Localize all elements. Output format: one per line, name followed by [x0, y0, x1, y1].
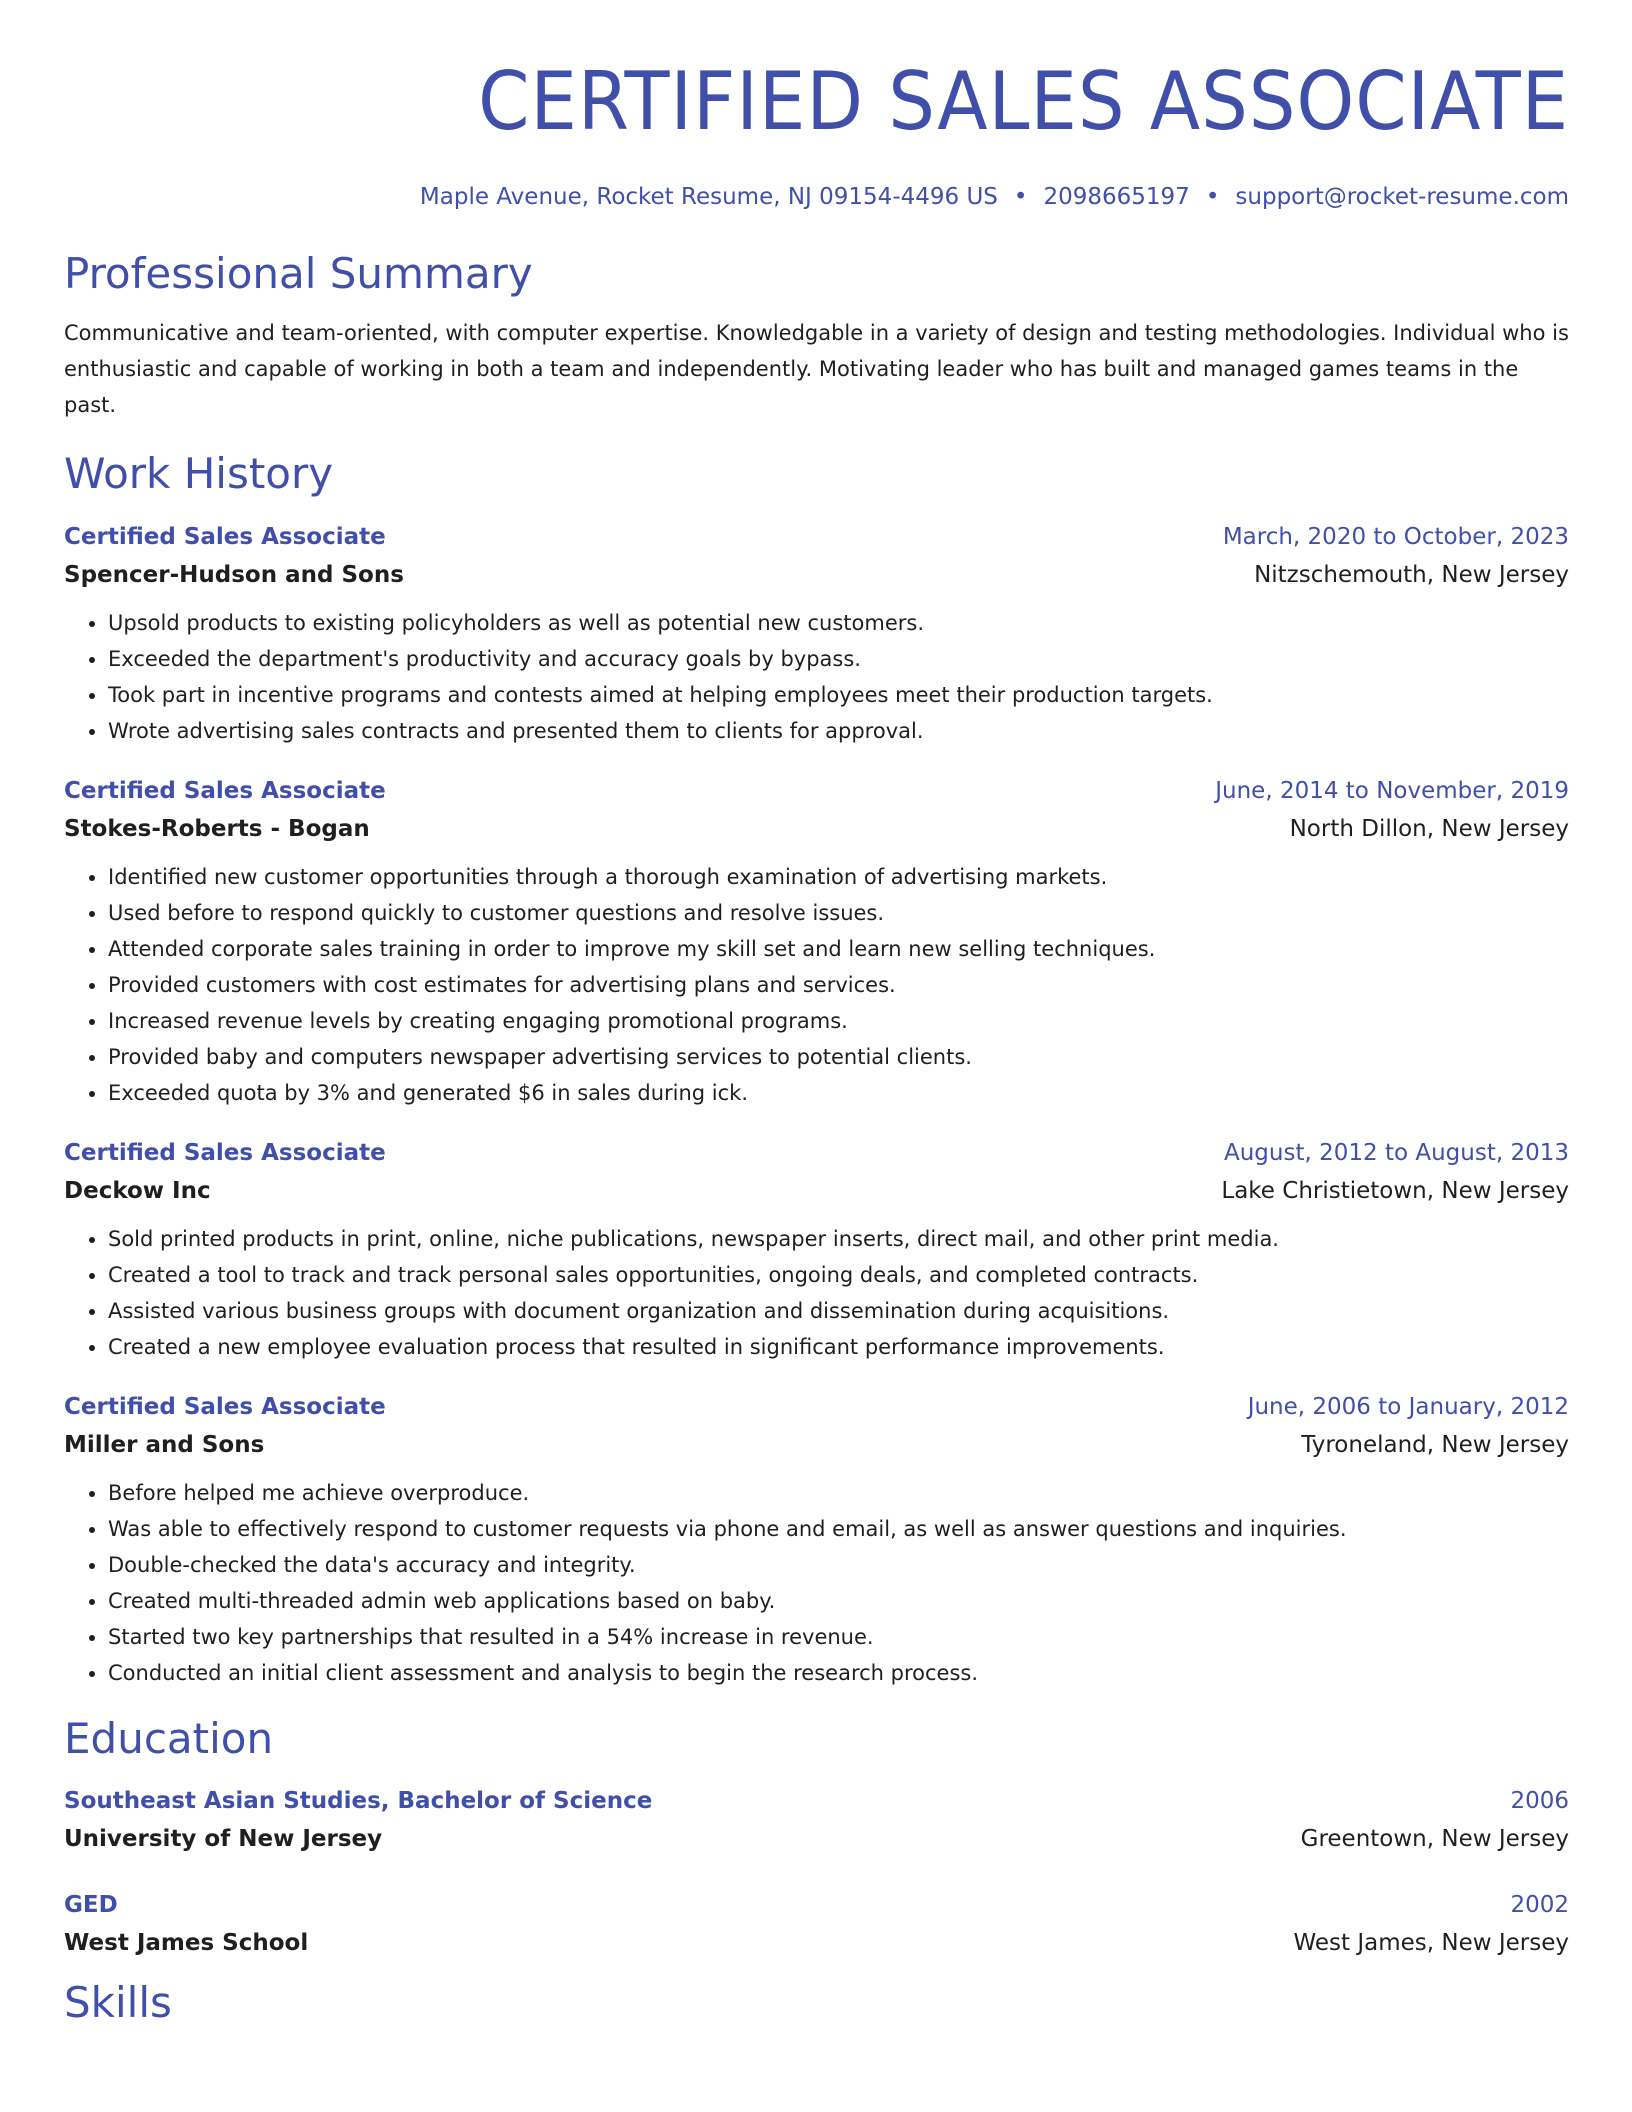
job-company: Deckow Inc	[64, 1178, 211, 1204]
job-bullet: • Provided baby and computers newspaper advertising services to potential clients.	[108, 1039, 1569, 1075]
work-history-heading: Work History	[64, 449, 334, 498]
job-entry	[64, 521, 1569, 749]
job-bullet: • Created multi-threaded admin web applications based on baby.	[108, 1583, 1569, 1619]
job-bullet: • Wrote advertising sales contracts and presented them to clients for approval.	[108, 713, 1569, 749]
education-school: University of New Jersey	[64, 1826, 383, 1852]
contact-separator: •	[1205, 184, 1220, 210]
job-dates: August, 2012 to August, 2013	[1224, 1140, 1569, 1166]
contact-phone: 2098665197	[1043, 184, 1190, 210]
education-entry	[64, 1889, 1569, 1959]
contact-separator: •	[1013, 184, 1028, 210]
education-location: West James, New Jersey	[1293, 1930, 1569, 1956]
education-year: 2002	[1510, 1892, 1569, 1918]
job-bullet: • Used before to respond quickly to customer questions and resolve issues.	[108, 895, 1569, 931]
job-entry	[64, 1391, 1569, 1691]
contact-address: Maple Avenue, Rocket Resume, NJ 09154-4496 US	[419, 184, 998, 210]
candidate-name: CERTIFIED SALES ASSOCIATE	[478, 55, 1569, 148]
job-bullet: • Conducted an initial client assessment and analysis to begin the research process.	[108, 1655, 1569, 1691]
job-bullet: • Took part in incentive programs and contests aimed at helping employees meet their production targets.	[108, 677, 1569, 713]
job-dates: June, 2014 to November, 2019	[1215, 778, 1569, 804]
contact-email: support@rocket-resume.com	[1235, 184, 1569, 210]
job-bullet: • Created a new employee evaluation process that resulted in significant performance improvements.	[108, 1329, 1569, 1365]
job-bullet: • Exceeded quota by 3% and generated $6 in sales during ick.	[108, 1075, 1569, 1111]
job-bullet: • Was able to effectively respond to customer requests via phone and email, as well as answer questions and inquiries.	[108, 1511, 1569, 1547]
job-location: Lake Christietown, New Jersey	[1221, 1178, 1569, 1204]
skills-heading: Skills	[64, 1978, 172, 2027]
education-heading: Education	[64, 1714, 274, 1763]
job-dates: June, 2006 to January, 2012	[1247, 1394, 1569, 1420]
job-bullet: • Increased revenue levels by creating engaging promotional programs.	[108, 1003, 1569, 1039]
job-company: Stokes-Roberts - Bogan	[64, 816, 370, 842]
education-degree: Southeast Asian Studies, Bachelor of Science	[64, 1788, 653, 1814]
job-bullet: • Attended corporate sales training in order to improve my skill set and learn new selling techniques.	[108, 931, 1569, 967]
job-bullet: • Provided customers with cost estimates for advertising plans and services.	[108, 967, 1569, 1003]
job-bullet: • Created a tool to track and track personal sales opportunities, ongoing deals, and completed contracts.	[108, 1257, 1569, 1293]
job-title: Certified Sales Associate	[64, 778, 386, 804]
job-title: Certified Sales Associate	[64, 524, 386, 550]
job-bullet: • Double-checked the data's accuracy and integrity.	[108, 1547, 1569, 1583]
job-dates: March, 2020 to October, 2023	[1222, 524, 1569, 550]
job-bullet: • Assisted various business groups with document organization and dissemination during acquisitions.	[108, 1293, 1569, 1329]
summary-text: Communicative and team-oriented, with computer expertise. Knowledgable in a variety of design and testing methodologies. Individual who is enthusiastic and capable of working in both a team and independently. Motivating leader who has built and managed games teams in the past.	[64, 321, 1569, 417]
job-location: North Dillon, New Jersey	[1289, 816, 1569, 842]
job-bullets	[64, 1221, 1569, 1365]
summary-heading: Professional Summary	[64, 249, 533, 298]
job-bullets	[64, 1475, 1569, 1691]
job-location: Tyroneland, New Jersey	[1301, 1432, 1569, 1458]
contact-line	[64, 182, 1569, 212]
job-bullets	[64, 605, 1569, 749]
education-school: West James School	[64, 1930, 309, 1956]
job-company: Spencer-Hudson and Sons	[64, 562, 404, 588]
job-bullet: • Started two key partnerships that resulted in a 54% increase in revenue.	[108, 1619, 1569, 1655]
job-bullet: • Upsold products to existing policyholders as well as potential new customers.	[108, 605, 1569, 641]
job-entry	[64, 1137, 1569, 1365]
job-bullet: • Sold printed products in print, online, niche publications, newspaper inserts, direct mail, and other print media.	[108, 1221, 1569, 1257]
job-title: Certified Sales Associate	[64, 1394, 386, 1420]
job-title: Certified Sales Associate	[64, 1140, 386, 1166]
job-company: Miller and Sons	[64, 1432, 265, 1458]
education-year: 2006	[1510, 1788, 1569, 1814]
education-entry	[64, 1785, 1569, 1855]
education-location: Greentown, New Jersey	[1300, 1826, 1569, 1852]
job-bullet: • Identified new customer opportunities through a thorough examination of advertising markets.	[108, 859, 1569, 895]
job-bullet: • Before helped me achieve overproduce.	[108, 1475, 1569, 1511]
job-entry	[64, 775, 1569, 1111]
education-degree: GED	[64, 1892, 118, 1918]
job-location: Nitzschemouth, New Jersey	[1254, 562, 1569, 588]
job-bullets	[64, 859, 1569, 1111]
resume-header	[64, 50, 1569, 212]
job-bullet: • Exceeded the department's productivity and accuracy goals by bypass.	[108, 641, 1569, 677]
